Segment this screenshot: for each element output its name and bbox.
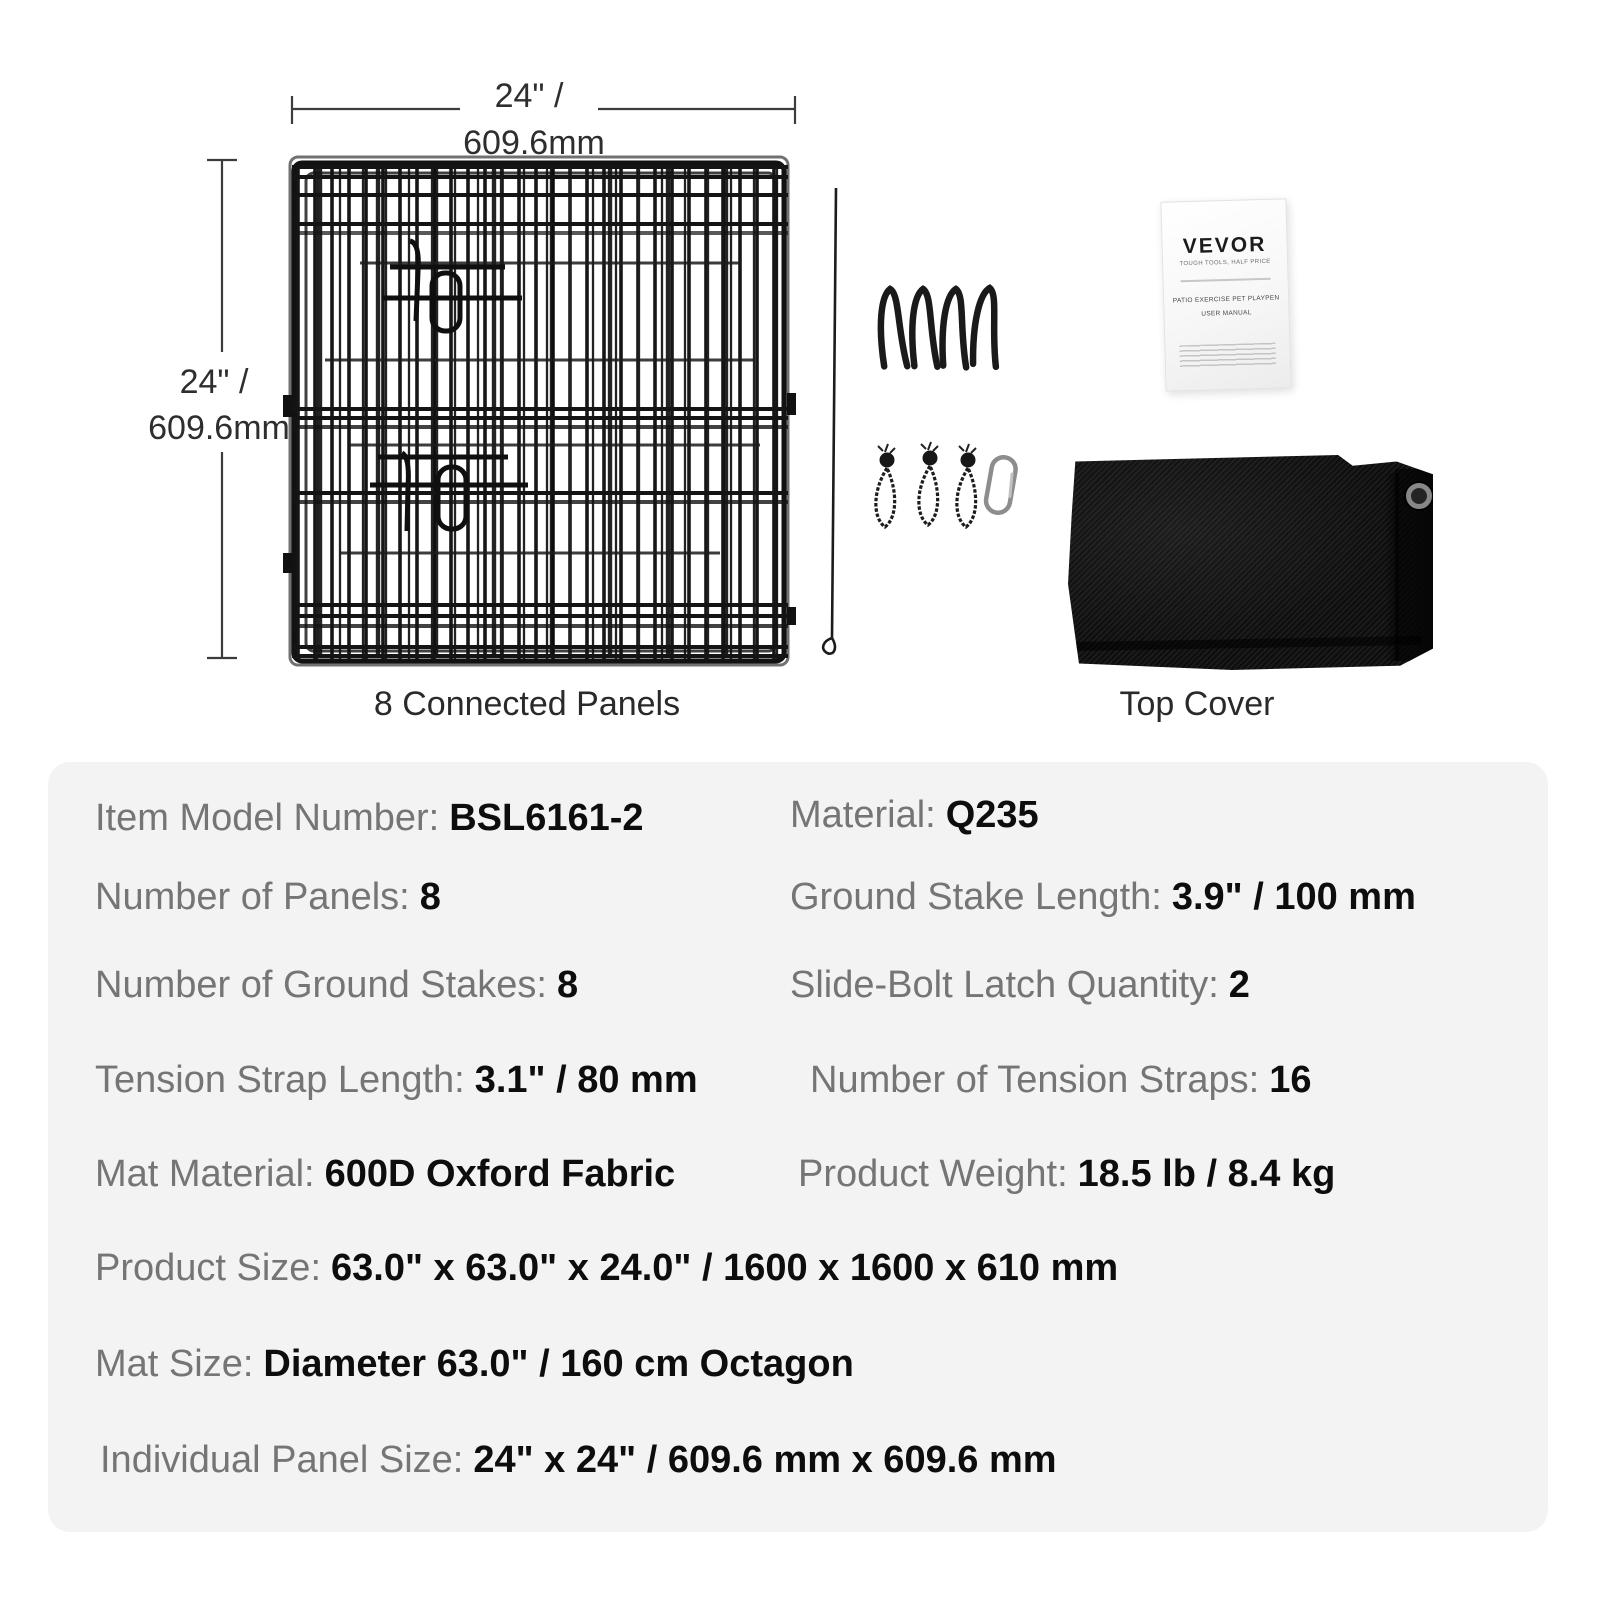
top-cover-fabric: [1068, 455, 1433, 670]
spec-mat-material: [95, 1149, 675, 1199]
spec-number-of-tension-straps: [810, 1055, 1311, 1105]
cover-caption: Top Cover: [1119, 685, 1275, 723]
height-dim-label-mm: 609.6mm: [148, 409, 290, 447]
spec-label: Number of Panels:: [95, 876, 410, 918]
spec-label: Product Size:: [95, 1247, 321, 1289]
carabiner: [984, 455, 1017, 514]
manual-subtitle: USER MANUAL: [1201, 309, 1252, 318]
user-manual: [1160, 198, 1291, 391]
spec-value: 24" x 24" / 609.6 mm x 609.6 mm: [473, 1439, 1057, 1481]
manual-quote-line: [1181, 278, 1270, 282]
spec-product-size: [95, 1243, 1118, 1293]
spec-number-of-ground-stakes: [95, 960, 578, 1010]
panels-caption: 8 Connected Panels: [373, 685, 681, 723]
spec-value: Q235: [945, 794, 1039, 836]
spec-value: 18.5 lb / 8.4 kg: [1077, 1153, 1336, 1195]
spec-number-of-panels: [95, 872, 441, 922]
spec-label: Tension Strap Length:: [95, 1059, 465, 1101]
spec-value: 63.0" x 63.0" x 24.0" / 1600 x 1600 x 610 mm: [331, 1247, 1119, 1289]
spec-slide-bolt-latch-quantity: [790, 960, 1250, 1010]
spec-value: 16: [1269, 1059, 1312, 1101]
spec-individual-panel-size: [100, 1435, 1057, 1485]
spec-mat-size: [95, 1339, 854, 1389]
wire-panel-stack: [283, 157, 796, 665]
spec-value: 3.1" / 80 mm: [474, 1059, 698, 1101]
spec-tension-strap-length: [95, 1055, 698, 1105]
spec-value: 600D Oxford Fabric: [324, 1153, 676, 1195]
height-dim-label-inches: 24" /: [179, 363, 249, 401]
spec-value: Diameter 63.0" / 160 cm Octagon: [263, 1343, 854, 1385]
width-dim-label-mm: 609.6mm: [463, 124, 605, 162]
connecting-rod: [823, 188, 836, 654]
width-dim-label-inches: 24" /: [494, 77, 564, 115]
ground-stakes: [879, 287, 1003, 368]
spec-value: 8: [557, 964, 579, 1006]
spec-label: Product Weight:: [798, 1153, 1068, 1195]
spec-value: BSL6161-2: [449, 797, 644, 839]
cover-fold-shadow: [1385, 473, 1399, 661]
cover-seam: [1072, 636, 1422, 651]
cover-grommet: [1406, 483, 1432, 509]
tension-straps: [876, 442, 976, 527]
spec-label: Number of Tension Straps:: [810, 1059, 1260, 1101]
manual-brand-logo: VEVOR: [1182, 232, 1267, 259]
spec-material: [790, 790, 1039, 840]
spec-label: Individual Panel Size:: [100, 1439, 464, 1481]
manual-title: PATIO EXERCISE PET PLAYPEN: [1172, 294, 1280, 305]
manual-tagline: TOUGH TOOLS, HALF PRICE: [1179, 258, 1271, 268]
manual-fine-print: [1179, 343, 1276, 368]
spec-ground-stake-length: [790, 872, 1416, 922]
spec-value: 2: [1228, 964, 1250, 1006]
spec-label: Material:: [790, 794, 936, 836]
spec-label: Item Model Number:: [95, 797, 440, 839]
spec-label: Mat Material:: [95, 1153, 315, 1195]
spec-sheet: [48, 762, 1548, 1532]
spec-label: Mat Size:: [95, 1343, 254, 1385]
spec-product-weight: [798, 1149, 1335, 1199]
spec-label: Number of Ground Stakes:: [95, 964, 547, 1006]
spec-label: Slide-Bolt Latch Quantity:: [790, 964, 1219, 1006]
spec-label: Ground Stake Length:: [790, 876, 1162, 918]
spec-value: 8: [419, 876, 441, 918]
spec-item-model-number: [95, 793, 644, 843]
spec-value: 3.9" / 100 mm: [1171, 876, 1416, 918]
